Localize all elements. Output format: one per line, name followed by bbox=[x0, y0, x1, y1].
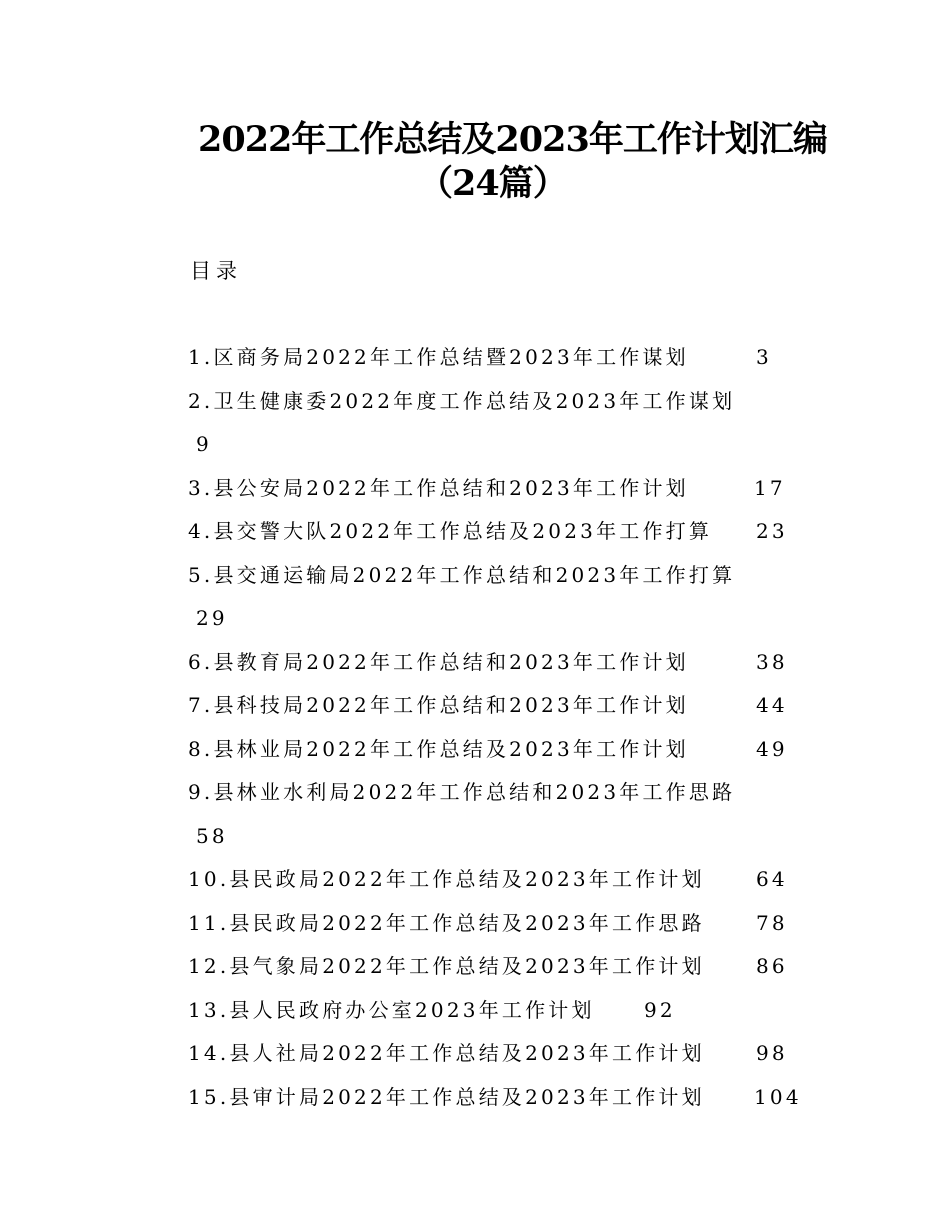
toc-entry[interactable] bbox=[188, 510, 808, 554]
toc-entry[interactable] bbox=[188, 989, 808, 1033]
toc-entry-title: 5.县交通运输局2022年工作总结和2023年工作打算 bbox=[188, 562, 736, 587]
toc-entry-page: 64 bbox=[756, 867, 788, 891]
toc-entry-page: 9 bbox=[196, 432, 212, 456]
toc-entry-page: 23 bbox=[756, 519, 788, 543]
toc-entry-page: 86 bbox=[756, 954, 788, 978]
toc-entry-title: 13.县人民政府办公室2023年工作计划 bbox=[188, 997, 595, 1022]
toc-entry[interactable] bbox=[188, 945, 808, 989]
toc-entry-title: 8.县林业局2022年工作总结及2023年工作计划 bbox=[188, 736, 689, 761]
toc-heading: 目录 bbox=[190, 259, 242, 283]
toc-entry-title: 15.县审计局2022年工作总结及2023年工作计划 bbox=[188, 1084, 705, 1109]
toc-entry-page: 38 bbox=[756, 649, 788, 674]
toc-entry-title: 4.县交警大队2022年工作总结及2023年工作打算 bbox=[188, 519, 713, 543]
toc-entry-wrap bbox=[188, 597, 808, 641]
document-title: 2022年工作总结及2023年工作计划汇编 bbox=[198, 119, 827, 160]
toc-entry-title: 3.县公安局2022年工作总结和2023年工作计划 bbox=[188, 475, 689, 500]
toc-entry[interactable] bbox=[188, 771, 808, 815]
toc-entry-title: 14.县人社局2022年工作总结及2023年工作计划 bbox=[188, 1041, 705, 1065]
toc-entry[interactable] bbox=[188, 902, 808, 946]
toc-entry-page: 29 bbox=[196, 606, 228, 630]
toc-entry-title: 1.区商务局2022年工作总结暨2023年工作谋划 bbox=[188, 345, 689, 369]
toc-entry-title: 12.县气象局2022年工作总结及2023年工作计划 bbox=[188, 954, 705, 978]
toc-entry-title: 9.县林业水利局2022年工作总结和2023年工作思路 bbox=[188, 780, 736, 804]
toc-entry[interactable] bbox=[188, 336, 808, 380]
toc-entry-page: 104 bbox=[754, 1084, 802, 1109]
toc-entry-title: 2.卫生健康委2022年度工作总结及2023年工作谋划 bbox=[188, 388, 736, 413]
toc-entry[interactable] bbox=[188, 641, 808, 685]
toc-entry-title: 6.县教育局2022年工作总结和2023年工作计划 bbox=[188, 649, 689, 674]
toc-entry-page: 49 bbox=[756, 736, 788, 761]
toc-entry-page: 92 bbox=[644, 997, 676, 1022]
toc-entry-page: 3 bbox=[756, 345, 772, 369]
toc-entry[interactable] bbox=[188, 554, 808, 598]
toc-entry-page: 44 bbox=[756, 693, 788, 717]
table-of-contents bbox=[188, 336, 808, 1119]
toc-entry[interactable] bbox=[188, 728, 808, 772]
toc-entry-title: 11.县民政局2022年工作总结及2023年工作思路 bbox=[188, 910, 705, 935]
toc-entry-title: 7.县科技局2022年工作总结和2023年工作计划 bbox=[188, 693, 689, 717]
toc-entry-wrap bbox=[188, 815, 808, 859]
toc-entry-page: 17 bbox=[754, 475, 786, 500]
toc-entry-wrap bbox=[188, 423, 808, 467]
toc-entry[interactable] bbox=[188, 684, 808, 728]
toc-entry[interactable] bbox=[188, 467, 808, 511]
toc-entry[interactable] bbox=[188, 380, 808, 424]
toc-entry[interactable] bbox=[188, 858, 808, 902]
toc-entry-page: 58 bbox=[196, 823, 228, 848]
toc-entry-title: 10.县民政局2022年工作总结及2023年工作计划 bbox=[188, 867, 705, 891]
toc-entry[interactable] bbox=[188, 1032, 808, 1076]
toc-entry-page: 98 bbox=[756, 1041, 788, 1065]
document-subtitle: （24篇） bbox=[418, 163, 567, 204]
toc-entry[interactable] bbox=[188, 1076, 808, 1120]
toc-entry-page: 78 bbox=[756, 910, 788, 935]
